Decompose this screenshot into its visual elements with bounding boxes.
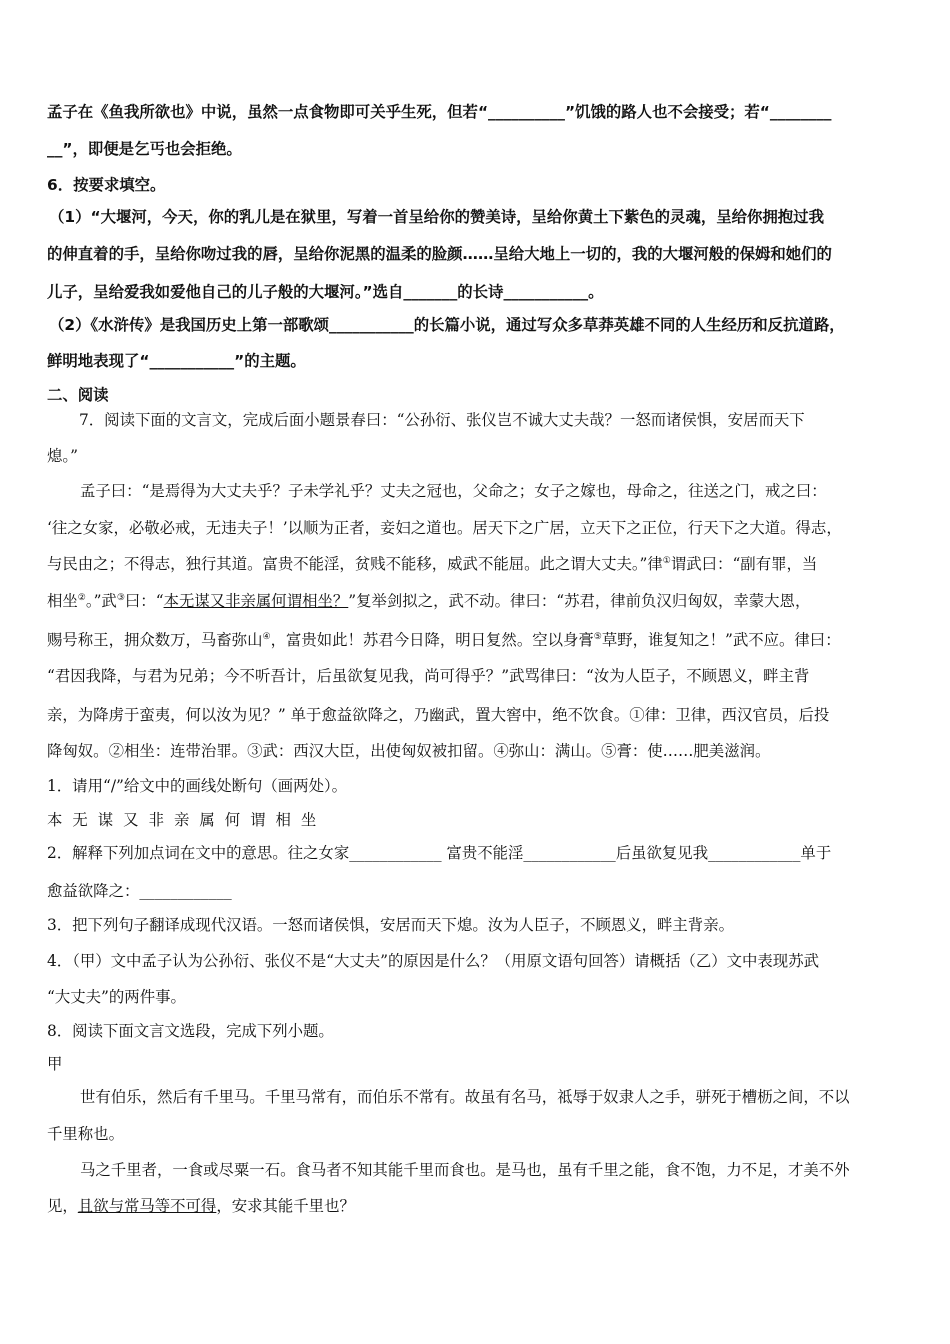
question-heading: 6．按要求填空。 — [47, 176, 166, 194]
sub-question: 2．解释下列加点词在文中的意思。往之女家____________ 富贵不能淫____________后虽欲复见我____________单于 — [47, 844, 832, 862]
text-line: “君因我降，与君为兄弟；今不听吾计，后虽欲复见我，尚可得乎？”武骂律曰：“汝为人臣子，不顾恩义，畔主背 — [47, 667, 810, 685]
text-line: （1）“大堰河，今天，你的乳儿是在狱里，写着一首呈给你的赞美诗，呈给你黄土下紫色的灵魂，呈给你拥抱过我 — [49, 208, 824, 226]
footnote-mark: ④ — [262, 631, 271, 642]
text-line: 世有伯乐，然后有千里马。千里马常有，而伯乐不常有。故虽有名马，祗辱于奴隶人之手，骈死于槽枥之间，不以 — [80, 1088, 850, 1106]
footnote-mark: ② — [77, 592, 86, 603]
text-line: __”，即便是乞丐也会拒绝。 — [47, 140, 242, 158]
text-line: “大丈夫”的两件事。 — [47, 988, 186, 1006]
footnote-mark: ① — [662, 555, 671, 566]
footnote-mark: ⑤ — [593, 631, 602, 642]
section-heading: 二、阅读 — [47, 386, 109, 404]
text-line: 相坐②。”武③曰：“本无谋又非亲属何谓相坐？”复举剑拟之，武不动。律曰：“苏君，律前负汉归匈奴，幸蒙大恩， — [47, 592, 811, 610]
sub-question: 4．（甲）文中孟子认为公孙衍、张仪不是“大丈夫”的原因是什么？（用原文语句回答）请概括（乙）文中表现苏武 — [47, 952, 819, 970]
sub-question: 3．把下列句子翻译成现代汉语。一怒而诸侯惧，安居而天下熄。汝为人臣子，不顾恩义，畔主背亲。 — [47, 916, 734, 934]
text-line: 儿子，呈给爱我如爱他自己的儿子般的大堰河。”选自_______的长诗___________。 — [47, 283, 604, 301]
text-line: （2）《水浒传》是我国历史上第一部歌颂___________的长篇小说，通过写众多草莽英雄不同的人生经历和反抗道路， — [49, 316, 845, 334]
text-line: 的伸直着的手，呈给你吻过我的唇，呈给你泥黑的温柔的脸颜……呈给大地上一切的，我的大堰河般的保姆和她们的 — [47, 245, 832, 263]
sentence-to-split: 本无谋又非亲属何谓相坐 — [47, 811, 327, 829]
text-line: 孟子曰：“是焉得为大丈夫乎？子未学礼乎？丈夫之冠也，父命之；女子之嫁也，母命之，往送之门，戒之曰： — [80, 482, 827, 500]
text-line: 鲜明地表现了“___________”的主题。 — [47, 352, 306, 370]
text-line: 亲，为降虏于蛮夷，何以汝为见？” 单于愈益欲降之，乃幽武，置大窖中，绝不饮食。①律：卫律，西汉官员，后投 — [47, 706, 830, 724]
sub-question: 1．请用“/”给文中的画线处断句（画两处）。 — [47, 777, 348, 795]
text-line: 马之千里者，一食或尽粟一石。食马者不知其能千里而食也。是马也，虽有千里之能，食不饱，力不足，才美不外 — [80, 1161, 850, 1179]
text-line: 千里称也。 — [47, 1125, 124, 1143]
question-heading: 8．阅读下面文言文选段，完成下列小题。 — [47, 1022, 334, 1040]
underlined-sentence: 本无谋又非亲属何谓相坐？ — [163, 592, 349, 610]
text-line: 熄。” — [47, 447, 78, 465]
underlined-sentence: 且欲与常马等不可得 — [77, 1197, 217, 1215]
text-line: 降匈奴。②相坐：连带治罪。③武：西汉大臣，出使匈奴被扣留。④弥山：满山。⑤膏：使……肥美滋润。 — [47, 742, 771, 760]
text-line: 见，且欲与常马等不可得，安求其能千里也？ — [47, 1197, 355, 1215]
text-line: 孟子在《鱼我所欲也》中说，虽然一点食物即可关乎生死，但若“__________”饥饿的路人也不会接受；若“________ — [47, 103, 832, 121]
footnote-mark: ③ — [116, 592, 125, 603]
text-line: ‘往之女家，必敬必戒，无违夫子！’以顺为正者，妾妇之道也。居天下之广居，立天下之正位，行天下之大道。得志， — [47, 519, 842, 537]
passage-label: 甲 — [47, 1055, 63, 1073]
text-line: 7．阅读下面的文言文，完成后面小题景春曰：“公孙衍、张仪岂不诚大丈夫哉？一怒而诸侯惧，安居而天下 — [79, 411, 805, 429]
text-line: 与民由之；不得志，独行其道。富贵不能淫，贫贱不能移，威武不能屈。此之谓大丈夫。”律①谓武曰：“副有罪，当 — [47, 555, 818, 573]
text-line: 愈益欲降之：____________ — [47, 882, 232, 900]
text-line: 赐号称王，拥众数万，马畜弥山④，富贵如此！苏君今日降，明日复然。空以身膏⑤草野，谁复知之！”武不应。律曰： — [47, 631, 841, 649]
